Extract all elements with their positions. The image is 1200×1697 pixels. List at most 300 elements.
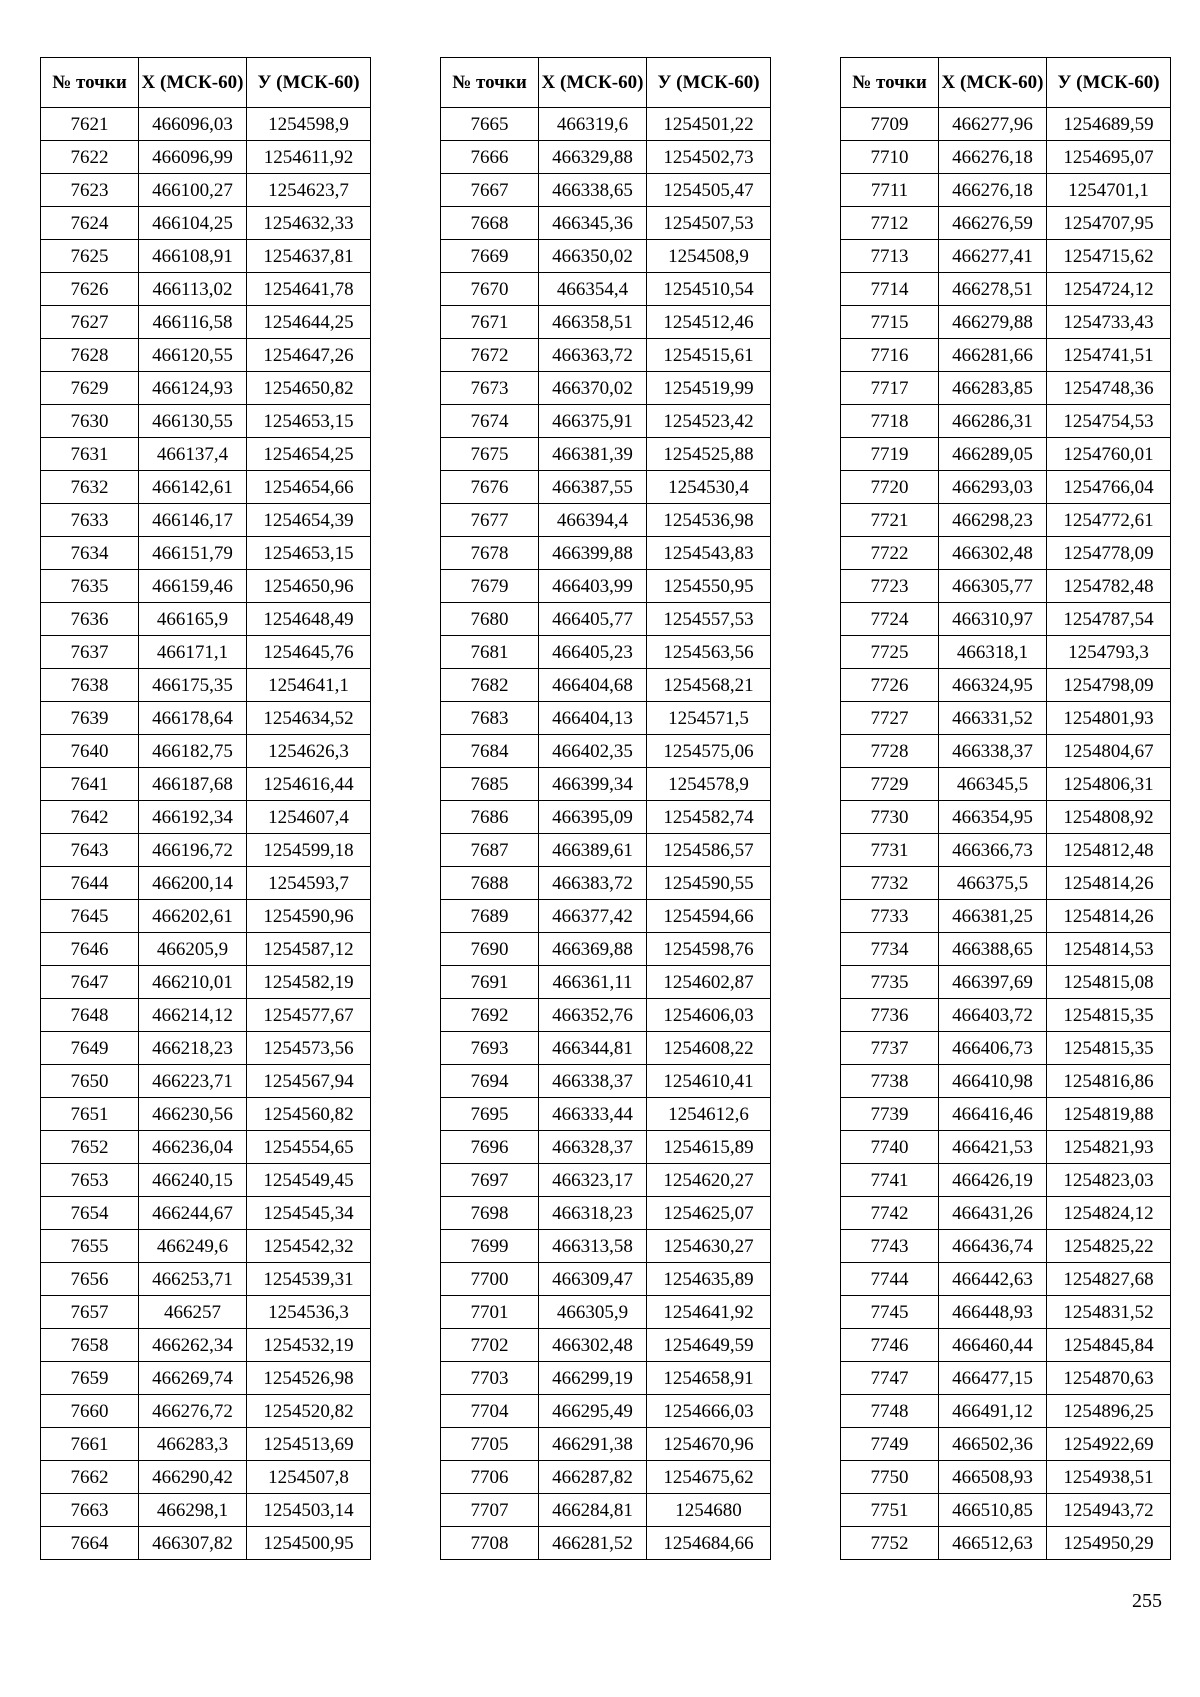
point-number-cell: 7625 (41, 240, 139, 273)
y-coordinate-cell: 1254590,96 (247, 900, 371, 933)
y-coordinate-cell: 1254870,63 (1047, 1362, 1171, 1395)
point-number-cell: 7694 (441, 1065, 539, 1098)
coordinates-table-2 (440, 57, 771, 1560)
y-coordinate-cell: 1254536,98 (647, 504, 771, 537)
point-number-cell: 7662 (41, 1461, 139, 1494)
point-number-cell: 7710 (841, 141, 939, 174)
y-coordinate-cell: 1254575,06 (647, 735, 771, 768)
x-coordinate-cell: 466403,99 (539, 570, 647, 603)
y-coordinate-cell: 1254554,65 (247, 1131, 371, 1164)
table-row (41, 603, 371, 636)
point-number-cell: 7645 (41, 900, 139, 933)
x-coordinate-cell: 466508,93 (939, 1461, 1047, 1494)
table-row (841, 504, 1171, 537)
x-coordinate-cell: 466338,37 (539, 1065, 647, 1098)
y-coordinate-cell: 1254654,66 (247, 471, 371, 504)
header-x-coordinate: X (МСК-60) (539, 58, 647, 108)
x-coordinate-cell: 466214,12 (139, 999, 247, 1032)
y-coordinate-cell: 1254599,18 (247, 834, 371, 867)
y-coordinate-cell: 1254653,15 (247, 537, 371, 570)
table-row (41, 1065, 371, 1098)
table-row (41, 141, 371, 174)
table-row (841, 537, 1171, 570)
y-coordinate-cell: 1254567,94 (247, 1065, 371, 1098)
x-coordinate-cell: 466394,4 (539, 504, 647, 537)
point-number-cell: 7653 (41, 1164, 139, 1197)
point-number-cell: 7624 (41, 207, 139, 240)
x-coordinate-cell: 466397,69 (939, 966, 1047, 999)
point-number-cell: 7657 (41, 1296, 139, 1329)
x-coordinate-cell: 466370,02 (539, 372, 647, 405)
y-coordinate-cell: 1254507,53 (647, 207, 771, 240)
x-coordinate-cell: 466395,09 (539, 801, 647, 834)
point-number-cell: 7650 (41, 1065, 139, 1098)
x-coordinate-cell: 466305,77 (939, 570, 1047, 603)
table-row (841, 900, 1171, 933)
point-number-cell: 7703 (441, 1362, 539, 1395)
x-coordinate-cell: 466318,23 (539, 1197, 647, 1230)
point-number-cell: 7673 (441, 372, 539, 405)
point-number-cell: 7680 (441, 603, 539, 636)
table-row (841, 933, 1171, 966)
header-y-coordinate: У (МСК-60) (1047, 58, 1171, 108)
x-coordinate-cell: 466309,47 (539, 1263, 647, 1296)
x-coordinate-cell: 466277,41 (939, 240, 1047, 273)
table-row (841, 438, 1171, 471)
point-number-cell: 7737 (841, 1032, 939, 1065)
x-coordinate-cell: 466100,27 (139, 174, 247, 207)
point-number-cell: 7637 (41, 636, 139, 669)
y-coordinate-cell: 1254536,3 (247, 1296, 371, 1329)
point-number-cell: 7635 (41, 570, 139, 603)
point-number-cell: 7708 (441, 1527, 539, 1560)
point-number-cell: 7718 (841, 405, 939, 438)
x-coordinate-cell: 466276,18 (939, 141, 1047, 174)
x-coordinate-cell: 466120,55 (139, 339, 247, 372)
table-row (841, 141, 1171, 174)
table-row (441, 1230, 771, 1263)
point-number-cell: 7674 (441, 405, 539, 438)
table-row (841, 306, 1171, 339)
y-coordinate-cell: 1254543,83 (647, 537, 771, 570)
y-coordinate-cell: 1254806,31 (1047, 768, 1171, 801)
x-coordinate-cell: 466223,71 (139, 1065, 247, 1098)
x-coordinate-cell: 466253,71 (139, 1263, 247, 1296)
x-coordinate-cell: 466350,02 (539, 240, 647, 273)
table-row (841, 801, 1171, 834)
table-row (841, 372, 1171, 405)
y-coordinate-cell: 1254724,12 (1047, 273, 1171, 306)
point-number-cell: 7727 (841, 702, 939, 735)
y-coordinate-cell: 1254647,26 (247, 339, 371, 372)
y-coordinate-cell: 1254827,68 (1047, 1263, 1171, 1296)
table-row (41, 1263, 371, 1296)
header-point-number: № точки (841, 58, 939, 108)
table-row (441, 471, 771, 504)
table-row (41, 108, 371, 141)
table-row (441, 801, 771, 834)
point-number-cell: 7721 (841, 504, 939, 537)
point-number-cell: 7647 (41, 966, 139, 999)
table-row (841, 1065, 1171, 1098)
x-coordinate-cell: 466383,72 (539, 867, 647, 900)
y-coordinate-cell: 1254814,53 (1047, 933, 1171, 966)
table-row (41, 1098, 371, 1131)
point-number-cell: 7636 (41, 603, 139, 636)
y-coordinate-cell: 1254772,61 (1047, 504, 1171, 537)
table-row (41, 702, 371, 735)
x-coordinate-cell: 466416,46 (939, 1098, 1047, 1131)
x-coordinate-cell: 466295,49 (539, 1395, 647, 1428)
point-number-cell: 7655 (41, 1230, 139, 1263)
x-coordinate-cell: 466338,65 (539, 174, 647, 207)
point-number-cell: 7749 (841, 1428, 939, 1461)
y-coordinate-cell: 1254525,88 (647, 438, 771, 471)
x-coordinate-cell: 466405,23 (539, 636, 647, 669)
y-coordinate-cell: 1254607,4 (247, 801, 371, 834)
y-coordinate-cell: 1254815,35 (1047, 1032, 1171, 1065)
table-row (41, 1527, 371, 1560)
table-row (441, 174, 771, 207)
x-coordinate-cell: 466369,88 (539, 933, 647, 966)
x-coordinate-cell: 466284,81 (539, 1494, 647, 1527)
x-coordinate-cell: 466512,63 (939, 1527, 1047, 1560)
point-number-cell: 7740 (841, 1131, 939, 1164)
x-coordinate-cell: 466200,14 (139, 867, 247, 900)
point-number-cell: 7676 (441, 471, 539, 504)
x-coordinate-cell: 466116,58 (139, 306, 247, 339)
table-row (841, 1428, 1171, 1461)
table-row (41, 372, 371, 405)
y-coordinate-cell: 1254637,81 (247, 240, 371, 273)
y-coordinate-cell: 1254782,48 (1047, 570, 1171, 603)
x-coordinate-cell: 466159,46 (139, 570, 247, 603)
point-number-cell: 7734 (841, 933, 939, 966)
table-row (841, 867, 1171, 900)
table-row (41, 1131, 371, 1164)
coordinates-table-3 (840, 57, 1171, 1560)
point-number-cell: 7621 (41, 108, 139, 141)
x-coordinate-cell: 466096,99 (139, 141, 247, 174)
point-number-cell: 7672 (441, 339, 539, 372)
table-row (441, 834, 771, 867)
y-coordinate-cell: 1254666,03 (647, 1395, 771, 1428)
table-row (841, 207, 1171, 240)
x-coordinate-cell: 466313,58 (539, 1230, 647, 1263)
table-row (441, 1296, 771, 1329)
table-row (41, 669, 371, 702)
point-number-cell: 7744 (841, 1263, 939, 1296)
x-coordinate-cell: 466319,6 (539, 108, 647, 141)
table-row (441, 1428, 771, 1461)
point-number-cell: 7697 (441, 1164, 539, 1197)
point-number-cell: 7745 (841, 1296, 939, 1329)
point-number-cell: 7746 (841, 1329, 939, 1362)
point-number-cell: 7717 (841, 372, 939, 405)
x-coordinate-cell: 466358,51 (539, 306, 647, 339)
point-number-cell: 7732 (841, 867, 939, 900)
x-coordinate-cell: 466328,37 (539, 1131, 647, 1164)
y-coordinate-cell: 1254644,25 (247, 306, 371, 339)
y-coordinate-cell: 1254610,41 (647, 1065, 771, 1098)
y-coordinate-cell: 1254606,03 (647, 999, 771, 1032)
y-coordinate-cell: 1254630,27 (647, 1230, 771, 1263)
y-coordinate-cell: 1254816,86 (1047, 1065, 1171, 1098)
table-row (41, 471, 371, 504)
table-row (441, 735, 771, 768)
table-row (441, 1065, 771, 1098)
table-row (441, 1164, 771, 1197)
point-number-cell: 7667 (441, 174, 539, 207)
table-row (841, 1395, 1171, 1428)
x-coordinate-cell: 466262,34 (139, 1329, 247, 1362)
y-coordinate-cell: 1254658,91 (647, 1362, 771, 1395)
table-row (841, 735, 1171, 768)
table-row (841, 240, 1171, 273)
x-coordinate-cell: 466175,35 (139, 669, 247, 702)
x-coordinate-cell: 466375,91 (539, 405, 647, 438)
point-number-cell: 7665 (441, 108, 539, 141)
x-coordinate-cell: 466269,74 (139, 1362, 247, 1395)
y-coordinate-cell: 1254814,26 (1047, 867, 1171, 900)
point-number-cell: 7747 (841, 1362, 939, 1395)
x-coordinate-cell: 466318,1 (939, 636, 1047, 669)
y-coordinate-cell: 1254500,95 (247, 1527, 371, 1560)
table-row (41, 636, 371, 669)
point-number-cell: 7632 (41, 471, 139, 504)
point-number-cell: 7700 (441, 1263, 539, 1296)
point-number-cell: 7679 (441, 570, 539, 603)
point-number-cell: 7669 (441, 240, 539, 273)
header-x-coordinate: X (МСК-60) (939, 58, 1047, 108)
x-coordinate-cell: 466344,81 (539, 1032, 647, 1065)
point-number-cell: 7748 (841, 1395, 939, 1428)
x-coordinate-cell: 466178,64 (139, 702, 247, 735)
y-coordinate-cell: 1254520,82 (247, 1395, 371, 1428)
point-number-cell: 7690 (441, 933, 539, 966)
x-coordinate-cell: 466377,42 (539, 900, 647, 933)
point-number-cell: 7634 (41, 537, 139, 570)
x-coordinate-cell: 466406,73 (939, 1032, 1047, 1065)
x-coordinate-cell: 466431,26 (939, 1197, 1047, 1230)
y-coordinate-cell: 1254654,39 (247, 504, 371, 537)
point-number-cell: 7738 (841, 1065, 939, 1098)
table-row (41, 834, 371, 867)
y-coordinate-cell: 1254530,4 (647, 471, 771, 504)
table-row (441, 372, 771, 405)
point-number-cell: 7640 (41, 735, 139, 768)
x-coordinate-cell: 466281,52 (539, 1527, 647, 1560)
table-row (441, 504, 771, 537)
y-coordinate-cell: 1254508,9 (647, 240, 771, 273)
y-coordinate-cell: 1254650,96 (247, 570, 371, 603)
x-coordinate-cell: 466323,17 (539, 1164, 647, 1197)
point-number-cell: 7638 (41, 669, 139, 702)
table-row (441, 900, 771, 933)
table-row (41, 273, 371, 306)
y-coordinate-cell: 1254675,62 (647, 1461, 771, 1494)
x-coordinate-cell: 466375,5 (939, 867, 1047, 900)
table-row (841, 636, 1171, 669)
y-coordinate-cell: 1254539,31 (247, 1263, 371, 1296)
x-coordinate-cell: 466182,75 (139, 735, 247, 768)
table-row (41, 405, 371, 438)
y-coordinate-cell: 1254641,1 (247, 669, 371, 702)
y-coordinate-cell: 1254616,44 (247, 768, 371, 801)
table-row (441, 339, 771, 372)
x-coordinate-cell: 466137,4 (139, 438, 247, 471)
y-coordinate-cell: 1254587,12 (247, 933, 371, 966)
point-number-cell: 7731 (841, 834, 939, 867)
y-coordinate-cell: 1254680 (647, 1494, 771, 1527)
header-x-coordinate: X (МСК-60) (139, 58, 247, 108)
table-row (441, 1263, 771, 1296)
point-number-cell: 7644 (41, 867, 139, 900)
y-coordinate-cell: 1254523,42 (647, 405, 771, 438)
x-coordinate-cell: 466210,01 (139, 966, 247, 999)
y-coordinate-cell: 1254689,59 (1047, 108, 1171, 141)
table-row (41, 900, 371, 933)
y-coordinate-cell: 1254501,22 (647, 108, 771, 141)
point-number-cell: 7707 (441, 1494, 539, 1527)
point-number-cell: 7733 (841, 900, 939, 933)
point-number-cell: 7633 (41, 504, 139, 537)
point-number-cell: 7720 (841, 471, 939, 504)
table-row (41, 1395, 371, 1428)
table-row (41, 537, 371, 570)
x-coordinate-cell: 466324,95 (939, 669, 1047, 702)
y-coordinate-cell: 1254557,53 (647, 603, 771, 636)
point-number-cell: 7724 (841, 603, 939, 636)
x-coordinate-cell: 466305,9 (539, 1296, 647, 1329)
x-coordinate-cell: 466331,52 (939, 702, 1047, 735)
x-coordinate-cell: 466202,61 (139, 900, 247, 933)
x-coordinate-cell: 466236,04 (139, 1131, 247, 1164)
x-coordinate-cell: 466345,5 (939, 768, 1047, 801)
table-row (841, 669, 1171, 702)
x-coordinate-cell: 466298,23 (939, 504, 1047, 537)
table-row (441, 1527, 771, 1560)
point-number-cell: 7713 (841, 240, 939, 273)
x-coordinate-cell: 466307,82 (139, 1527, 247, 1560)
table-row (441, 405, 771, 438)
x-coordinate-cell: 466287,82 (539, 1461, 647, 1494)
point-number-cell: 7628 (41, 339, 139, 372)
y-coordinate-cell: 1254620,27 (647, 1164, 771, 1197)
table-row (41, 1164, 371, 1197)
y-coordinate-cell: 1254670,96 (647, 1428, 771, 1461)
y-coordinate-cell: 1254641,78 (247, 273, 371, 306)
table-row (841, 1131, 1171, 1164)
x-coordinate-cell: 466291,38 (539, 1428, 647, 1461)
table-row (841, 1098, 1171, 1131)
table-row (441, 1329, 771, 1362)
table-row (841, 108, 1171, 141)
point-number-cell: 7684 (441, 735, 539, 768)
table-row (841, 1296, 1171, 1329)
x-coordinate-cell: 466151,79 (139, 537, 247, 570)
x-coordinate-cell: 466404,68 (539, 669, 647, 702)
x-coordinate-cell: 466113,02 (139, 273, 247, 306)
point-number-cell: 7685 (441, 768, 539, 801)
y-coordinate-cell: 1254568,21 (647, 669, 771, 702)
y-coordinate-cell: 1254684,66 (647, 1527, 771, 1560)
table-row (441, 1098, 771, 1131)
table-row (41, 966, 371, 999)
x-coordinate-cell: 466244,67 (139, 1197, 247, 1230)
table-row (41, 1197, 371, 1230)
table-row (41, 240, 371, 273)
table-row (41, 339, 371, 372)
y-coordinate-cell: 1254812,48 (1047, 834, 1171, 867)
table-row (441, 933, 771, 966)
x-coordinate-cell: 466196,72 (139, 834, 247, 867)
x-coordinate-cell: 466387,55 (539, 471, 647, 504)
table-row (841, 273, 1171, 306)
table-row (441, 240, 771, 273)
x-coordinate-cell: 466187,68 (139, 768, 247, 801)
point-number-cell: 7677 (441, 504, 539, 537)
x-coordinate-cell: 466404,13 (539, 702, 647, 735)
point-number-cell: 7643 (41, 834, 139, 867)
x-coordinate-cell: 466249,6 (139, 1230, 247, 1263)
point-number-cell: 7668 (441, 207, 539, 240)
point-number-cell: 7729 (841, 768, 939, 801)
y-coordinate-cell: 1254787,54 (1047, 603, 1171, 636)
point-number-cell: 7631 (41, 438, 139, 471)
y-coordinate-cell: 1254582,74 (647, 801, 771, 834)
x-coordinate-cell: 466354,95 (939, 801, 1047, 834)
table-row (41, 570, 371, 603)
table-row (441, 1362, 771, 1395)
header-y-coordinate: У (МСК-60) (247, 58, 371, 108)
table-row (41, 801, 371, 834)
x-coordinate-cell: 466276,18 (939, 174, 1047, 207)
y-coordinate-cell: 1254573,56 (247, 1032, 371, 1065)
table-row (441, 669, 771, 702)
x-coordinate-cell: 466399,34 (539, 768, 647, 801)
x-coordinate-cell: 466218,23 (139, 1032, 247, 1065)
point-number-cell: 7730 (841, 801, 939, 834)
point-number-cell: 7739 (841, 1098, 939, 1131)
table-row (41, 999, 371, 1032)
y-coordinate-cell: 1254645,76 (247, 636, 371, 669)
y-coordinate-cell: 1254815,08 (1047, 966, 1171, 999)
point-number-cell: 7663 (41, 1494, 139, 1527)
table-row (41, 768, 371, 801)
x-coordinate-cell: 466460,44 (939, 1329, 1047, 1362)
y-coordinate-cell: 1254778,09 (1047, 537, 1171, 570)
x-coordinate-cell: 466146,17 (139, 504, 247, 537)
x-coordinate-cell: 466104,25 (139, 207, 247, 240)
y-coordinate-cell: 1254804,67 (1047, 735, 1171, 768)
x-coordinate-cell: 466329,88 (539, 141, 647, 174)
x-coordinate-cell: 466436,74 (939, 1230, 1047, 1263)
table-row (841, 702, 1171, 735)
table-row (841, 768, 1171, 801)
table-row (41, 306, 371, 339)
point-number-cell: 7646 (41, 933, 139, 966)
x-coordinate-cell: 466276,59 (939, 207, 1047, 240)
point-number-cell: 7691 (441, 966, 539, 999)
table-row (441, 603, 771, 636)
x-coordinate-cell: 466403,72 (939, 999, 1047, 1032)
coordinates-table-1 (40, 57, 371, 1560)
point-number-cell: 7750 (841, 1461, 939, 1494)
y-coordinate-cell: 1254515,61 (647, 339, 771, 372)
table-row (841, 834, 1171, 867)
y-coordinate-cell: 1254623,7 (247, 174, 371, 207)
